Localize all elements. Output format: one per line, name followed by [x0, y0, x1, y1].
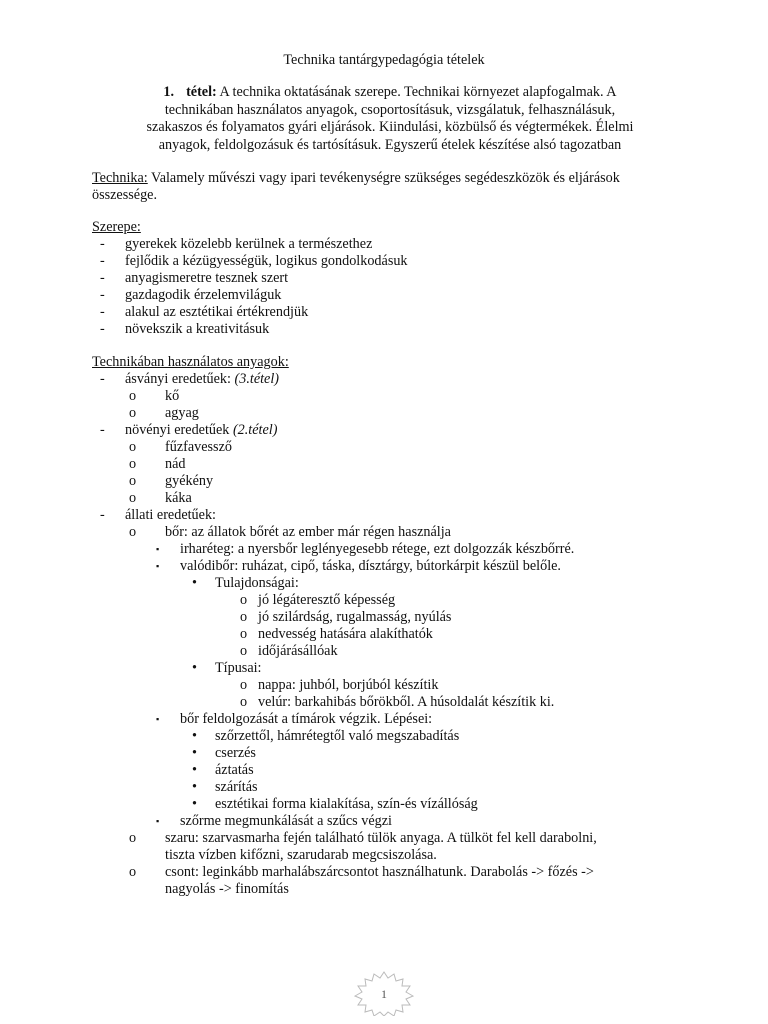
section-anyagok: [92, 354, 682, 898]
tetel-text-3: szakaszos és folyamatos gyári eljárások. Kiindulási, közbülső és végtermékek. Élelmi: [146, 119, 634, 135]
page-number-badge: [350, 970, 418, 1016]
list-item: - növényi eredetűek (2.tétel): [100, 422, 278, 438]
tetel-heading: [130, 84, 650, 154]
tetel-number: 1.: [163, 84, 175, 100]
list-item: • áztatás: [192, 762, 254, 778]
list-item: • szőrzettől, hámrétegtől való megszabadítás: [192, 728, 460, 744]
list-item: - ásványi eredetűek: (3.tétel): [100, 371, 280, 387]
list-item: - gyerekek közelebb kerülnek a természethez: [100, 236, 373, 252]
list-item: o kő: [129, 388, 180, 404]
list-item: o nedvesség hatására alakíthatók: [240, 626, 433, 642]
list-item: o káka: [129, 490, 192, 506]
list-item: o nappa: juhból, borjúból készítik: [240, 677, 439, 693]
list-item: o időjárásállóak: [240, 643, 338, 659]
list-item: • Típusai:: [192, 660, 262, 676]
list-item: - alakul az esztétikai értékrendjük: [100, 304, 309, 320]
list-item: • cserzés: [192, 745, 256, 761]
tetel-text-1: A technika oktatásának szerepe. Technikai környezet alapfogalmak. A: [216, 84, 617, 100]
list-item: o agyag: [129, 405, 199, 421]
list-item: • szárítás: [192, 779, 258, 795]
list-item: ▪ valódibőr: ruházat, cipő, táska, dísztárgy, bútorkárpit készül belőle.: [156, 558, 561, 574]
list-item: o gyékény: [129, 473, 214, 489]
definition: [92, 170, 682, 204]
list-item: - anyagismeretre tesznek szert: [100, 270, 289, 286]
section-szerepe: [92, 219, 682, 338]
document-title: Technika tantárgypedagógia tételek: [283, 52, 485, 68]
list-item: o fűzfavessző: [129, 439, 232, 455]
tetel-text-2: technikában használatos anyagok, csoportosításuk, vizsgálatuk, felhasználásuk,: [164, 101, 616, 118]
list-item: o csont: leginkább marhalábszárcsontot használhatunk. Darabolás -> főzés -> nagyolás -> finomítás: [129, 864, 594, 897]
szerepe-heading: Szerepe:: [92, 219, 141, 235]
list-item: o nád: [129, 456, 186, 472]
list-item: - állati eredetűek:: [100, 507, 216, 523]
list-item: • esztétikai forma kialakítása, szín-és vízállóság: [192, 796, 478, 812]
list-item: o szaru: szarvasmarha fején található tülök anyaga. A tülköt fel kell darabolni, tiszta vízben kifőzni, szarudarab megcsiszolása.: [129, 830, 597, 863]
list-item: o bőr: az állatok bőrét az ember már régen használja: [129, 524, 451, 540]
anyagok-heading: Technikában használatos anyagok:: [92, 354, 289, 370]
tetel-label: tétel:: [186, 84, 217, 100]
list-item: o jó légáteresztő képesség: [240, 592, 396, 608]
tetel-text-4: anyagok, feldolgozásuk és tartósításuk. Egyszerű ételek készítése alsó tagozatban: [158, 136, 622, 153]
list-item: ▪ szőrme megmunkálását a szűcs végzi: [156, 813, 392, 829]
list-item: o jó szilárdság, rugalmasság, nyúlás: [240, 609, 452, 625]
list-item: - fejlődik a kézügyességük, logikus gondolkodásuk: [100, 253, 408, 269]
list-item: ▪ bőr feldolgozását a tímárok végzik. Lépései:: [156, 711, 433, 727]
definition-term: Technika:: [92, 170, 148, 186]
list-item: ▪ irharéteg: a nyersbőr leglényegesebb rétege, ezt dolgozzák készbőrré.: [156, 541, 575, 557]
definition-text-1: Valamely művészi vagy ipari tevékenységre szükséges segédeszközök és eljárások: [147, 170, 620, 186]
definition-text-2: összessége.: [92, 187, 158, 203]
list-item: - növekszik a kreativitásuk: [100, 321, 270, 337]
list-item: - gazdagodik érzelemviláguk: [100, 287, 282, 303]
list-item: o velúr: barkahibás bőrökből. A húsoldalát készítik ki.: [240, 694, 555, 710]
list-item: • Tulajdonságai:: [192, 575, 299, 591]
page-number: 1: [381, 987, 387, 1001]
